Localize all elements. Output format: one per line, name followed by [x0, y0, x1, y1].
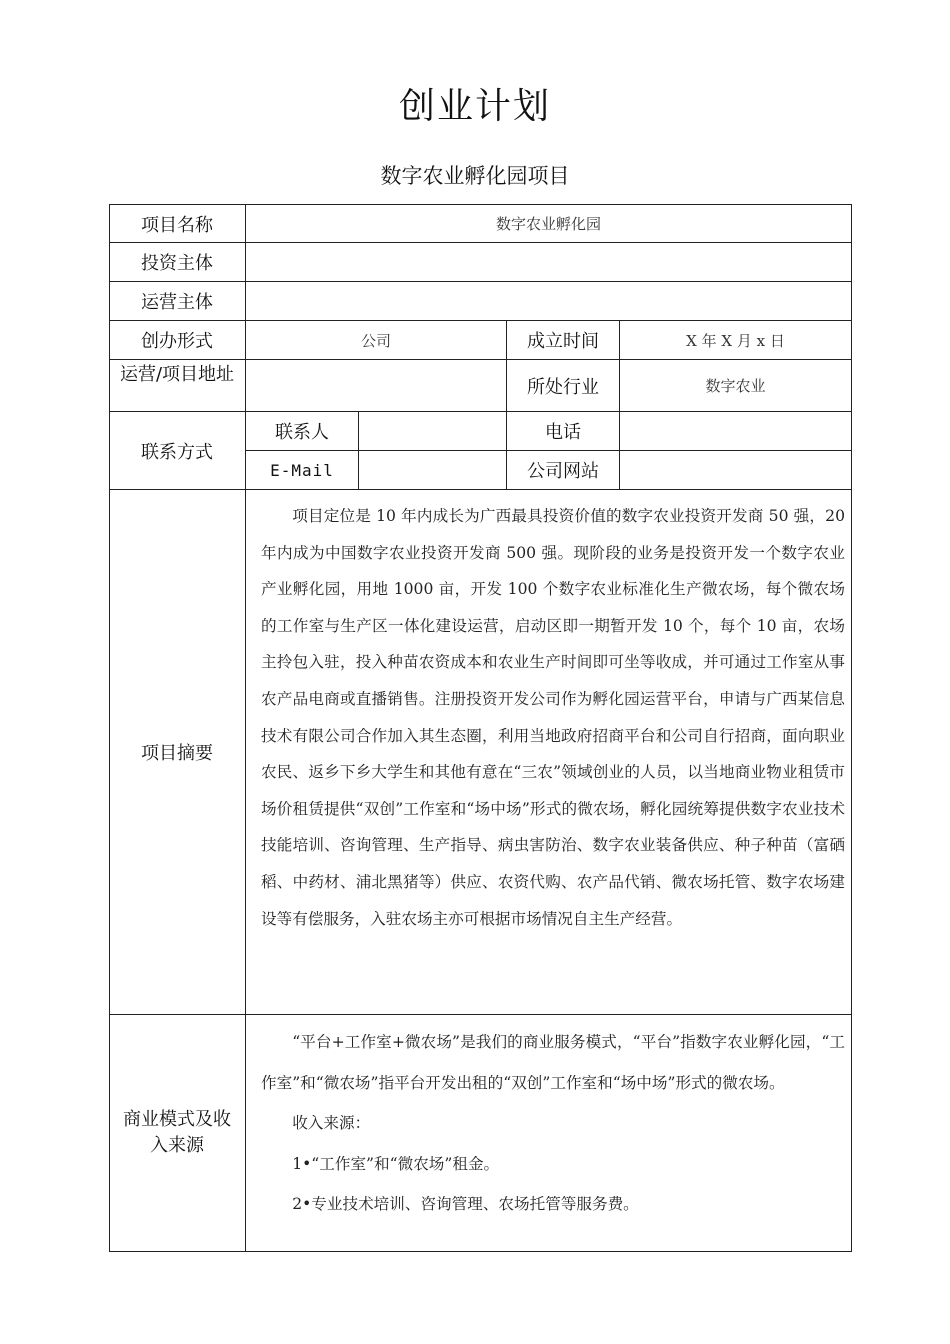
form-value: 公司 — [360, 331, 391, 350]
address-label: 运营/项目地址 — [119, 364, 235, 385]
project-name-label: 项目名称 — [141, 214, 213, 236]
summary-paragraph: 项目定位是 10 年内成长为广西最具投资价值的数字农业投资开发商 50 强，20 年内成为中国数字农业投资开发商 500 强。现阶段的业务是投资开发一个数字农业产业孵化园，用地 1000 亩，开发 100 个数字农业标准化生产微农场，每个微农场的工作室与生产区一体化建设运营，启动区即一期暂开发 10 个，每个 10 亩，农场主拎包入驻，投入种苗农资成本和农业生产时间即可坐等收成，并可通过工作室从事农产品电商或直播销售。注册投资开发公司作为孵化园运营平台，申请与广西某信息技术有限公司合作加入其生态圈，利用当地政府招商平台和公司自行招商，面向职业农民、返乡下乡大学生和其他有意在“三农”领域创业的人员，以当地商业物业租赁市场价租赁提供“双创”工作室和“场中场”形式的微农场，孵化园统筹提供数字农业技术技能培训、咨询管理、生产指导、病虫害防治、数字农业装备供应、种子种苗（富硒稻、中药材、浦北黑猪等）供应、农资代购、农产品代销、微农场托管、数字农场建设等有偿服务，入驻农场主亦可根据市场情况自主生产经营。 — [261, 507, 845, 928]
investor-value — [246, 243, 851, 281]
phone-label: 电话 — [545, 422, 581, 443]
income-item-1: 1•“工作室”和“微农场”租金。 — [292, 1154, 500, 1173]
address-value — [246, 360, 506, 411]
website-value — [620, 451, 851, 489]
email-value — [359, 451, 506, 489]
contact-label: 联系方式 — [141, 441, 213, 463]
phone-value — [620, 412, 851, 450]
income-heading: 收入来源： — [292, 1114, 371, 1132]
summary-label: 项目摘要 — [141, 743, 213, 764]
summary-text-block — [261, 498, 845, 937]
industry-label: 所处行业 — [527, 376, 599, 398]
model-text-block — [261, 1022, 845, 1225]
contact-person-label: 联系人 — [275, 422, 329, 443]
page-subtitle: 数字农业孵化园项目 — [380, 164, 570, 188]
page-title: 创业计划 — [398, 86, 551, 127]
model-paragraph: “平台+工作室+微农场”是我们的商业服务模式，“平台”指数字农业孵化园，“工作室”和“微农场”指平台开发出租的“双创”工作室和“场中场”形式的微农场。 — [261, 1033, 845, 1092]
operator-label: 运营主体 — [141, 292, 213, 313]
project-info-table — [109, 204, 852, 1252]
industry-value: 数字农业 — [705, 377, 766, 395]
table-border-bottom — [109, 1251, 852, 1252]
contact-person-value — [359, 412, 506, 450]
form-label: 创办形式 — [141, 331, 213, 352]
investor-label: 投资主体 — [141, 253, 213, 274]
income-item-2: 2•专业技术培训、咨询管理、农场托管等服务费。 — [292, 1195, 639, 1213]
founded-label: 成立时间 — [527, 331, 599, 352]
operator-value — [246, 282, 851, 320]
email-label: E-Mail — [270, 460, 334, 480]
table-border-right — [851, 204, 852, 1252]
project-name-value: 数字农业孵化园 — [495, 215, 601, 233]
model-label: 商业模式及收入来源 — [123, 1109, 231, 1156]
website-label: 公司网站 — [527, 461, 599, 482]
founded-value: X 年 X 月 x 日 — [686, 331, 785, 350]
